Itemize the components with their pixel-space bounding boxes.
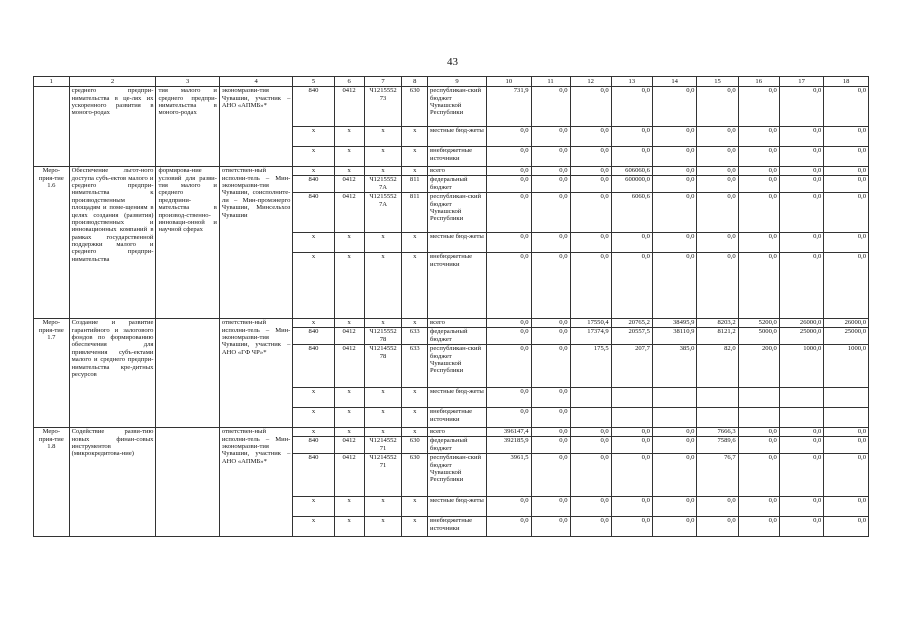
amount-cell: 0,0 bbox=[652, 176, 697, 193]
budget-code-cell: x bbox=[402, 167, 428, 176]
amount-cell: 25000,0 bbox=[824, 328, 869, 345]
amount-cell: 0,0 bbox=[611, 127, 652, 147]
budget-code-cell: x bbox=[293, 167, 334, 176]
funding-source-cell: республикан-ский бюджет Чувашской Республики bbox=[428, 193, 487, 233]
amount-cell: 0,0 bbox=[824, 147, 869, 167]
amount-cell: 0,0 bbox=[570, 127, 611, 147]
goal-cell bbox=[156, 319, 219, 428]
amount-cell: 0,0 bbox=[738, 176, 779, 193]
amount-cell: 26000,0 bbox=[824, 319, 869, 328]
budget-code-cell: Ч1215552 7А bbox=[364, 193, 402, 233]
amount-cell: 0,0 bbox=[697, 127, 738, 147]
table-row bbox=[34, 167, 869, 176]
budget-code-cell: x bbox=[402, 408, 428, 428]
budget-code-cell: 0412 bbox=[334, 437, 364, 454]
amount-cell bbox=[697, 408, 738, 428]
budget-code-cell: x bbox=[402, 497, 428, 517]
amount-cell: 0,0 bbox=[531, 408, 570, 428]
amount-cell: 0,0 bbox=[824, 167, 869, 176]
budget-code-cell: x bbox=[334, 147, 364, 167]
amount-cell: 7589,6 bbox=[697, 437, 738, 454]
budget-code-cell: 840 bbox=[293, 454, 334, 497]
amount-cell: 0,0 bbox=[697, 497, 738, 517]
budget-code-cell: 630 bbox=[402, 87, 428, 127]
funding-source-cell: всего bbox=[428, 428, 487, 437]
amount-cell: 0,0 bbox=[738, 497, 779, 517]
amount-cell: 0,0 bbox=[531, 428, 570, 437]
amount-cell: 8121,2 bbox=[697, 328, 738, 345]
amount-cell: 0,0 bbox=[487, 388, 532, 408]
amount-cell: 0,0 bbox=[738, 517, 779, 537]
amount-cell: 0,0 bbox=[738, 87, 779, 127]
amount-cell: 0,0 bbox=[779, 147, 824, 167]
amount-cell: 0,0 bbox=[531, 437, 570, 454]
budget-code-cell: x bbox=[364, 253, 402, 319]
budget-code-cell: x bbox=[364, 127, 402, 147]
amount-cell: 0,0 bbox=[824, 233, 869, 253]
event-cell: Меро-прия-тие 1.7 bbox=[34, 319, 70, 428]
amount-cell: 0,0 bbox=[738, 147, 779, 167]
amount-cell: 0,0 bbox=[570, 147, 611, 167]
budget-code-cell: x bbox=[293, 253, 334, 319]
table-row bbox=[34, 319, 869, 328]
amount-cell: 0,0 bbox=[738, 127, 779, 147]
activity-name-cell: Содействие разви-тию новых финан-совых инструментов (микрокредитова-ние) bbox=[69, 428, 156, 537]
amount-cell: 0,0 bbox=[824, 428, 869, 437]
header-cell: 18 bbox=[824, 77, 869, 87]
amount-cell: 0,0 bbox=[738, 167, 779, 176]
amount-cell: 0,0 bbox=[531, 497, 570, 517]
budget-code-cell: 630 bbox=[402, 454, 428, 497]
executor-cell: ответствен-ный исполни-тель – Мин-экономразви-тия Чувашии, участник – АНО «АПМБ»* bbox=[219, 428, 292, 537]
amount-cell: 0,0 bbox=[652, 167, 697, 176]
budget-code-cell: x bbox=[402, 517, 428, 537]
amount-cell: 0,0 bbox=[531, 127, 570, 147]
amount-cell: 385,0 bbox=[652, 345, 697, 388]
amount-cell: 0,0 bbox=[570, 454, 611, 497]
budget-code-cell: 840 bbox=[293, 87, 334, 127]
goal-cell: формирова-ние условий для разви-тия малого и среднего предприни-мательства в производ-ственно-инноваци-онной и научной сферах bbox=[156, 167, 219, 319]
funding-source-cell: местные бюд-жеты bbox=[428, 127, 487, 147]
event-cell bbox=[34, 87, 70, 167]
budget-code-cell: x bbox=[293, 428, 334, 437]
budget-code-cell: x bbox=[364, 517, 402, 537]
budget-code-cell: x bbox=[402, 428, 428, 437]
funding-source-cell: республикан-ский бюджет Чувашской Республики bbox=[428, 87, 487, 127]
goal-cell: тия малого и среднего предпри-нимательства в моного-родах bbox=[156, 87, 219, 167]
header-cell: 8 bbox=[402, 77, 428, 87]
funding-source-cell: внебюджетные источники bbox=[428, 147, 487, 167]
header-cell: 16 bbox=[738, 77, 779, 87]
table-row bbox=[34, 428, 869, 437]
budget-code-cell: x bbox=[334, 388, 364, 408]
amount-cell: 0,0 bbox=[531, 87, 570, 127]
amount-cell: 0,0 bbox=[531, 193, 570, 233]
amount-cell: 200,0 bbox=[738, 345, 779, 388]
budget-code-cell: 0412 bbox=[334, 193, 364, 233]
amount-cell: 0,0 bbox=[652, 127, 697, 147]
budget-code-cell: x bbox=[402, 233, 428, 253]
amount-cell: 0,0 bbox=[487, 176, 532, 193]
amount-cell bbox=[738, 388, 779, 408]
amount-cell bbox=[824, 388, 869, 408]
amount-cell bbox=[738, 408, 779, 428]
amount-cell: 0,0 bbox=[652, 147, 697, 167]
budget-code-cell: x bbox=[293, 127, 334, 147]
amount-cell: 0,0 bbox=[652, 253, 697, 319]
budget-code-cell: x bbox=[334, 233, 364, 253]
funding-source-cell: федеральный бюджет bbox=[428, 176, 487, 193]
executor-cell: ответствен-ный исполни-тель – Мин-экономразви-тия Чувашии, соисполните-ли – Мин-промэнерго Чувашии, Минсельхоз Чувашии bbox=[219, 167, 292, 319]
amount-cell: 0,0 bbox=[779, 253, 824, 319]
amount-cell: 0,0 bbox=[487, 233, 532, 253]
budget-code-cell: 840 bbox=[293, 345, 334, 388]
budget-code-cell: Ч1214552 71 bbox=[364, 437, 402, 454]
budget-code-cell: Ч1215552 78 bbox=[364, 328, 402, 345]
funding-source-cell: внебюджетные источники bbox=[428, 408, 487, 428]
budget-code-cell: x bbox=[402, 147, 428, 167]
amount-cell: 0,0 bbox=[824, 454, 869, 497]
amount-cell: 0,0 bbox=[531, 319, 570, 328]
amount-cell: 0,0 bbox=[570, 176, 611, 193]
amount-cell: 5000,0 bbox=[738, 328, 779, 345]
header-cell: 2 bbox=[69, 77, 156, 87]
budget-code-cell: 0412 bbox=[334, 87, 364, 127]
amount-cell: 0,0 bbox=[738, 428, 779, 437]
amount-cell: 0,0 bbox=[652, 497, 697, 517]
amount-cell: 0,0 bbox=[779, 176, 824, 193]
amount-cell: 0,0 bbox=[824, 517, 869, 537]
budget-code-cell: x bbox=[293, 388, 334, 408]
header-cell: 3 bbox=[156, 77, 219, 87]
amount-cell: 0,0 bbox=[487, 127, 532, 147]
budget-code-cell: 811 bbox=[402, 193, 428, 233]
funding-source-cell: федеральный бюджет bbox=[428, 437, 487, 454]
amount-cell: 0,0 bbox=[531, 517, 570, 537]
budget-code-cell: x bbox=[334, 127, 364, 147]
budget-code-cell: Ч1214552 71 bbox=[364, 454, 402, 497]
header-cell: 7 bbox=[364, 77, 402, 87]
amount-cell: 0,0 bbox=[570, 517, 611, 537]
amount-cell: 0,0 bbox=[487, 345, 532, 388]
budget-code-cell: 630 bbox=[402, 437, 428, 454]
amount-cell: 0,0 bbox=[697, 233, 738, 253]
budget-code-cell: Ч1215552 7А bbox=[364, 176, 402, 193]
amount-cell: 17550,4 bbox=[570, 319, 611, 328]
amount-cell bbox=[697, 388, 738, 408]
amount-cell: 0,0 bbox=[531, 233, 570, 253]
budget-code-cell: Ч1214552 78 bbox=[364, 345, 402, 388]
budget-code-cell: x bbox=[402, 127, 428, 147]
budget-code-cell: x bbox=[364, 167, 402, 176]
amount-cell: 0,0 bbox=[824, 193, 869, 233]
budget-code-cell: x bbox=[293, 408, 334, 428]
amount-cell: 0,0 bbox=[697, 193, 738, 233]
amount-cell: 0,0 bbox=[652, 193, 697, 233]
executor-cell: ответствен-ный исполни-тель – Мин-экономразви-тия Чувашии, участник – АНО «ГФ ЧР»* bbox=[219, 319, 292, 428]
budget-code-cell: 840 bbox=[293, 437, 334, 454]
budget-code-cell: x bbox=[334, 253, 364, 319]
amount-cell: 0,0 bbox=[824, 176, 869, 193]
amount-cell: 20557,5 bbox=[611, 328, 652, 345]
amount-cell: 6060,6 bbox=[611, 193, 652, 233]
amount-cell: 0,0 bbox=[570, 497, 611, 517]
budget-code-cell: x bbox=[293, 233, 334, 253]
amount-cell: 0,0 bbox=[697, 167, 738, 176]
amount-cell: 0,0 bbox=[487, 319, 532, 328]
amount-cell: 20765,2 bbox=[611, 319, 652, 328]
budget-code-cell: x bbox=[293, 147, 334, 167]
amount-cell bbox=[652, 408, 697, 428]
amount-cell: 0,0 bbox=[697, 176, 738, 193]
funding-source-cell: всего bbox=[428, 319, 487, 328]
amount-cell: 0,0 bbox=[652, 233, 697, 253]
amount-cell: 25000,0 bbox=[779, 328, 824, 345]
amount-cell: 0,0 bbox=[652, 87, 697, 127]
activity-name-cell: среднего предпри-нимательства в це-лях их ускоренного развития в моного-родах bbox=[69, 87, 156, 167]
budget-code-cell: x bbox=[293, 517, 334, 537]
header-cell: 11 bbox=[531, 77, 570, 87]
header-cell: 13 bbox=[611, 77, 652, 87]
amount-cell: 0,0 bbox=[487, 253, 532, 319]
budget-code-cell: x bbox=[402, 388, 428, 408]
amount-cell: 38110,9 bbox=[652, 328, 697, 345]
funding-source-cell: республикан-ский бюджет Чувашской Республики bbox=[428, 454, 487, 497]
amount-cell: 0,0 bbox=[738, 193, 779, 233]
amount-cell bbox=[779, 408, 824, 428]
budget-code-cell: Ч1215552 73 bbox=[364, 87, 402, 127]
budget-code-cell: 633 bbox=[402, 345, 428, 388]
funding-source-cell: местные бюд-жеты bbox=[428, 233, 487, 253]
budget-code-cell: x bbox=[364, 233, 402, 253]
amount-cell: 0,0 bbox=[824, 497, 869, 517]
amount-cell: 3961,5 bbox=[487, 454, 532, 497]
amount-cell: 0,0 bbox=[570, 437, 611, 454]
amount-cell: 0,0 bbox=[652, 517, 697, 537]
amount-cell: 1000,0 bbox=[779, 345, 824, 388]
amount-cell: 0,0 bbox=[738, 454, 779, 497]
header-cell: 5 bbox=[293, 77, 334, 87]
amount-cell: 175,5 bbox=[570, 345, 611, 388]
amount-cell: 0,0 bbox=[697, 517, 738, 537]
amount-cell: 0,0 bbox=[611, 517, 652, 537]
amount-cell: 0,0 bbox=[487, 408, 532, 428]
amount-cell: 0,0 bbox=[611, 253, 652, 319]
budget-code-cell: x bbox=[334, 497, 364, 517]
budget-code-cell: x bbox=[334, 319, 364, 328]
executor-cell: экономразви-тия Чувашии, участник – АНО «АПМБ»* bbox=[219, 87, 292, 167]
amount-cell: 0,0 bbox=[531, 147, 570, 167]
amount-cell: 0,0 bbox=[570, 87, 611, 127]
amount-cell: 0,0 bbox=[652, 428, 697, 437]
budget-code-cell: x bbox=[364, 497, 402, 517]
budget-code-cell: 840 bbox=[293, 176, 334, 193]
budget-code-cell: x bbox=[293, 319, 334, 328]
amount-cell bbox=[824, 408, 869, 428]
amount-cell: 600000,0 bbox=[611, 176, 652, 193]
amount-cell: 0,0 bbox=[652, 437, 697, 454]
amount-cell: 38495,9 bbox=[652, 319, 697, 328]
amount-cell bbox=[611, 388, 652, 408]
amount-cell: 0,0 bbox=[611, 428, 652, 437]
amount-cell: 0,0 bbox=[531, 328, 570, 345]
amount-cell: 0,0 bbox=[779, 167, 824, 176]
amount-cell: 0,0 bbox=[779, 233, 824, 253]
budget-code-cell: x bbox=[364, 388, 402, 408]
amount-cell: 0,0 bbox=[738, 253, 779, 319]
amount-cell: 0,0 bbox=[738, 233, 779, 253]
amount-cell: 0,0 bbox=[611, 437, 652, 454]
amount-cell: 207,7 bbox=[611, 345, 652, 388]
amount-cell: 0,0 bbox=[487, 167, 532, 176]
budget-code-cell: 840 bbox=[293, 193, 334, 233]
budget-code-cell: x bbox=[402, 253, 428, 319]
amount-cell: 0,0 bbox=[487, 328, 532, 345]
amount-cell: 0,0 bbox=[824, 437, 869, 454]
header-cell: 14 bbox=[652, 77, 697, 87]
amount-cell bbox=[570, 388, 611, 408]
budget-code-cell: x bbox=[364, 408, 402, 428]
amount-cell: 0,0 bbox=[531, 253, 570, 319]
amount-cell: 1000,0 bbox=[824, 345, 869, 388]
amount-cell: 0,0 bbox=[779, 193, 824, 233]
amount-cell: 0,0 bbox=[611, 454, 652, 497]
amount-cell: 0,0 bbox=[779, 497, 824, 517]
funding-source-cell: внебюджетные источники bbox=[428, 253, 487, 319]
header-cell: 1 bbox=[34, 77, 70, 87]
amount-cell: 0,0 bbox=[824, 87, 869, 127]
amount-cell: 0,0 bbox=[531, 388, 570, 408]
header-row bbox=[34, 77, 869, 87]
event-cell: Меро-прия-тие 1.8 bbox=[34, 428, 70, 537]
amount-cell: 0,0 bbox=[738, 437, 779, 454]
amount-cell: 0,0 bbox=[570, 428, 611, 437]
amount-cell bbox=[652, 388, 697, 408]
header-cell: 4 bbox=[219, 77, 292, 87]
amount-cell: 0,0 bbox=[824, 253, 869, 319]
header-cell: 6 bbox=[334, 77, 364, 87]
budget-code-cell: 811 bbox=[402, 176, 428, 193]
funding-source-cell: всего bbox=[428, 167, 487, 176]
budget-code-cell: 0412 bbox=[334, 454, 364, 497]
amount-cell: 0,0 bbox=[779, 454, 824, 497]
activity-name-cell: Обеспечение льгот-ного доступа субъ-ектов малого и среднего предпри-нимательства к производственным площадям и поме-щениям в целях создания (развития) производственных и инновационных компаний в рамках государственной поддержки малого и среднего предпри-нимательства bbox=[69, 167, 156, 319]
amount-cell: 0,0 bbox=[487, 147, 532, 167]
amount-cell: 0,0 bbox=[570, 253, 611, 319]
budget-code-cell: x bbox=[334, 167, 364, 176]
table-row bbox=[34, 87, 869, 127]
budget-code-cell: x bbox=[364, 147, 402, 167]
amount-cell: 17374,9 bbox=[570, 328, 611, 345]
funding-source-cell: федеральный бюджет bbox=[428, 328, 487, 345]
amount-cell: 0,0 bbox=[697, 253, 738, 319]
amount-cell: 8203,2 bbox=[697, 319, 738, 328]
header-cell: 12 bbox=[570, 77, 611, 87]
budget-code-cell: 0412 bbox=[334, 328, 364, 345]
funding-source-cell: внебюджетные источники bbox=[428, 517, 487, 537]
amount-cell: 606060,6 bbox=[611, 167, 652, 176]
amount-cell: 0,0 bbox=[570, 233, 611, 253]
budget-code-cell: x bbox=[364, 428, 402, 437]
amount-cell: 392185,9 bbox=[487, 437, 532, 454]
amount-cell: 0,0 bbox=[531, 454, 570, 497]
amount-cell: 0,0 bbox=[611, 147, 652, 167]
amount-cell: 0,0 bbox=[779, 428, 824, 437]
page-number: 43 bbox=[447, 56, 458, 68]
amount-cell: 0,0 bbox=[611, 497, 652, 517]
amount-cell: 0,0 bbox=[824, 127, 869, 147]
amount-cell: 0,0 bbox=[487, 193, 532, 233]
amount-cell: 0,0 bbox=[611, 87, 652, 127]
amount-cell: 0,0 bbox=[570, 193, 611, 233]
budget-code-cell: x bbox=[334, 428, 364, 437]
amount-cell: 0,0 bbox=[531, 167, 570, 176]
budget-code-cell: x bbox=[293, 497, 334, 517]
funding-source-cell: республикан-ский бюджет Чувашской Республики bbox=[428, 345, 487, 388]
funding-source-cell: местные бюд-жеты bbox=[428, 497, 487, 517]
amount-cell: 0,0 bbox=[531, 345, 570, 388]
amount-cell: 0,0 bbox=[531, 176, 570, 193]
header-cell: 17 bbox=[779, 77, 824, 87]
amount-cell: 0,0 bbox=[697, 147, 738, 167]
amount-cell: 0,0 bbox=[487, 517, 532, 537]
goal-cell bbox=[156, 428, 219, 537]
amount-cell bbox=[570, 408, 611, 428]
amount-cell: 0,0 bbox=[779, 517, 824, 537]
amount-cell: 7666,3 bbox=[697, 428, 738, 437]
header-cell: 15 bbox=[697, 77, 738, 87]
budget-code-cell: x bbox=[402, 319, 428, 328]
budget-code-cell: 633 bbox=[402, 328, 428, 345]
amount-cell: 26000,0 bbox=[779, 319, 824, 328]
amount-cell bbox=[779, 388, 824, 408]
budget-code-cell: 840 bbox=[293, 328, 334, 345]
amount-cell: 0,0 bbox=[697, 87, 738, 127]
activity-name-cell: Создание и развитие гарантийного и залогового фондов по формированию обеспечения для привлечения субъ-ектами малого и среднего предпри-нимательства кре-дитных ресурсов bbox=[69, 319, 156, 428]
amount-cell: 396147,4 bbox=[487, 428, 532, 437]
budget-code-cell: 0412 bbox=[334, 176, 364, 193]
amount-cell: 0,0 bbox=[652, 454, 697, 497]
amount-cell: 0,0 bbox=[779, 437, 824, 454]
amount-cell: 5200,0 bbox=[738, 319, 779, 328]
budget-code-cell: x bbox=[334, 517, 364, 537]
amount-cell: 0,0 bbox=[611, 233, 652, 253]
amount-cell bbox=[611, 408, 652, 428]
amount-cell: 0,0 bbox=[570, 167, 611, 176]
amount-cell: 76,7 bbox=[697, 454, 738, 497]
budget-table bbox=[33, 76, 869, 537]
budget-code-cell: 0412 bbox=[334, 345, 364, 388]
funding-source-cell: местные бюд-жеты bbox=[428, 388, 487, 408]
amount-cell: 0,0 bbox=[779, 87, 824, 127]
amount-cell: 82,0 bbox=[697, 345, 738, 388]
amount-cell: 731,9 bbox=[487, 87, 532, 127]
budget-code-cell: x bbox=[364, 319, 402, 328]
budget-code-cell: x bbox=[334, 408, 364, 428]
amount-cell: 0,0 bbox=[779, 127, 824, 147]
header-cell: 10 bbox=[487, 77, 532, 87]
amount-cell: 0,0 bbox=[487, 497, 532, 517]
event-cell: Меро-прия-тие 1.6 bbox=[34, 167, 70, 319]
header-cell: 9 bbox=[428, 77, 487, 87]
